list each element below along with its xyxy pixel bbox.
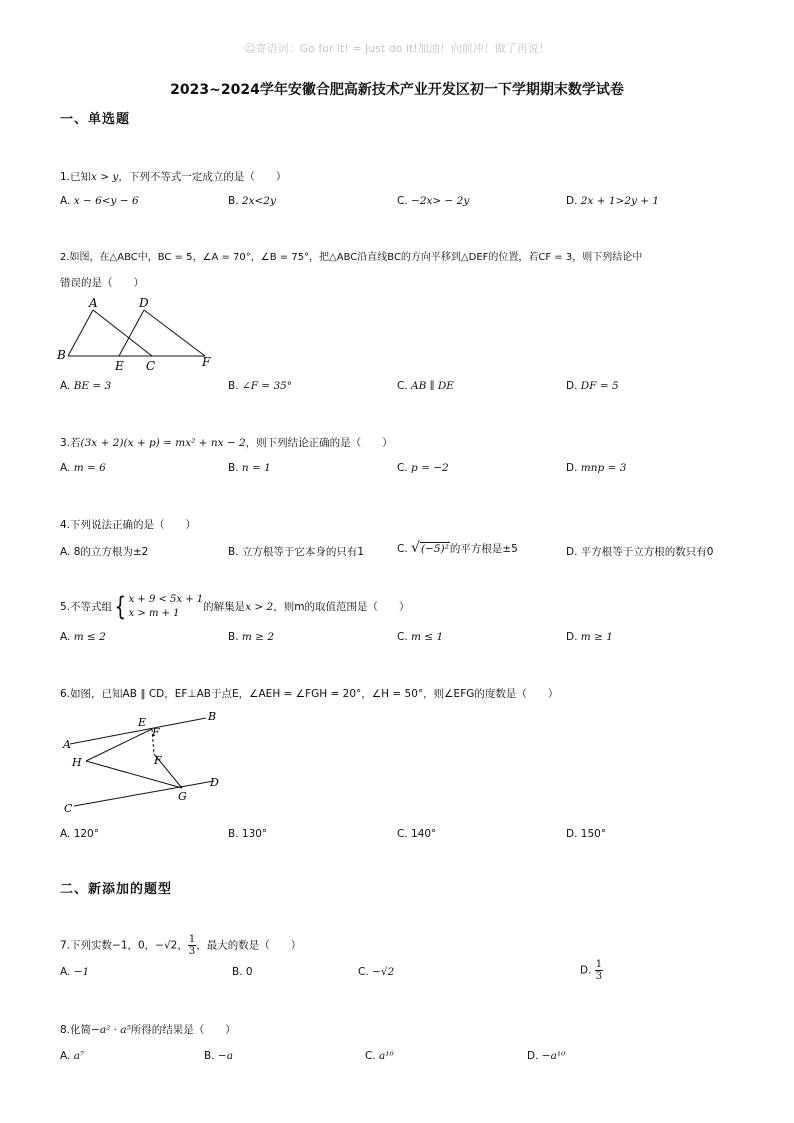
question-5-option-a[interactable] (60, 631, 106, 643)
option-letter: B. (204, 1050, 215, 1062)
question-1-math: x > y (91, 171, 119, 183)
question-3-prompt: 3.若 (60, 437, 81, 449)
section-heading-new-types: 二、新添加的题型 (60, 882, 173, 897)
question-5-prompt-mid: 的解集是 (203, 601, 246, 613)
question-3 (60, 436, 393, 450)
inequality-1: x + 9 < 5x + 1 (128, 594, 204, 605)
line-df (144, 310, 205, 356)
fraction-numerator: 1 (595, 959, 603, 970)
question-5-option-b[interactable] (228, 631, 274, 643)
option-letter: C. (397, 380, 408, 392)
option-text: 130° (241, 828, 268, 840)
label-b: B (57, 348, 66, 362)
question-5 (60, 593, 409, 621)
option-letter: B. (228, 828, 239, 840)
question-2-option-b[interactable] (228, 380, 292, 392)
option-letter: B. (228, 195, 239, 207)
label-a: A (63, 738, 71, 751)
inequality-2: x > m + 1 (128, 608, 180, 619)
option-letter: A. (60, 380, 71, 392)
label-d: D (139, 296, 149, 310)
question-3-option-b[interactable] (228, 462, 271, 474)
question-2-option-a[interactable] (60, 380, 111, 392)
fraction (188, 934, 196, 957)
question-7-option-a[interactable] (60, 966, 89, 978)
option-text: −√2 (372, 966, 395, 978)
option-letter: A. (60, 631, 71, 643)
option-text: 立方根等于它本身的只有1 (241, 546, 365, 558)
question-8-option-b[interactable] (204, 1050, 233, 1062)
parallel-lines-figure (58, 708, 228, 816)
question-8-option-a[interactable] (60, 1050, 84, 1062)
label-f: F (202, 355, 211, 369)
question-2-line-1: 2.如图，在△ABC中，BC = 5，∠A = 70°，∠B = 75°，把△ABC沿直线BC的方向平移到△DEF的位置，若CF = 3，则下列结论中 (60, 252, 643, 263)
option-letter: C. (365, 1050, 376, 1062)
option-text: −2x> − 2y (411, 195, 470, 207)
option-letter: D. (566, 828, 578, 840)
question-6-option-b[interactable] (228, 828, 267, 840)
fraction-denominator: 3 (188, 946, 196, 957)
option-letter: D. (566, 462, 578, 474)
line-he (86, 729, 152, 761)
question-5-option-d[interactable] (566, 631, 613, 643)
option-text: m = 6 (73, 462, 106, 474)
question-8-option-d[interactable] (527, 1050, 565, 1062)
option-letter: A. (60, 195, 71, 207)
system-brace: { (114, 592, 127, 622)
question-3-option-a[interactable] (60, 462, 106, 474)
option-text: DF = 5 (580, 380, 619, 392)
option-text: 8的立方根为±2 (73, 546, 149, 558)
question-1-option-b[interactable] (228, 195, 276, 207)
question-7-prompt-tail: ，最大的数是（ ） (196, 939, 302, 952)
option-letter: C. (397, 631, 408, 643)
question-6-option-d[interactable] (566, 828, 606, 840)
label-e: E (115, 359, 124, 372)
question-8-math: −a² · a⁵ (91, 1024, 131, 1036)
option-text: a¹⁰ (379, 1050, 394, 1062)
option-text: p = −2 (411, 462, 449, 474)
question-4-option-a[interactable] (60, 544, 148, 559)
option-text: −a (217, 1050, 233, 1062)
option-letter: C. (397, 195, 408, 207)
question-8-prompt-tail: 所得的结果是（ ） (130, 1024, 236, 1036)
option-letter: C. (358, 966, 369, 978)
option-letter: A. (60, 828, 71, 840)
option-letter: A. (60, 966, 71, 978)
question-6-option-a[interactable] (60, 828, 99, 840)
option-text: m ≤ 2 (73, 631, 106, 643)
label-a: A (89, 296, 98, 310)
question-5-prompt: 5.不等式组 (60, 601, 113, 613)
line-cd (74, 781, 214, 806)
question-1 (60, 170, 286, 184)
label-d: D (210, 776, 219, 789)
question-8-prompt: 8.化简 (60, 1024, 92, 1036)
question-1-prompt-tail: ，下列不等式一定成立的是（ ） (118, 171, 287, 183)
question-8-option-c[interactable] (365, 1050, 394, 1062)
question-3-math: (3x + 2)(x + p) = mx² + nx − 2 (80, 437, 246, 449)
sqrt-symbol: √ (411, 540, 420, 556)
question-7 (60, 934, 301, 957)
option-text: 0 (245, 966, 253, 978)
option-letter: B. (228, 631, 239, 643)
question-6: 6.如图，已知AB ∥ CD，EF⊥AB于点E，∠AEH = ∠FGH = 20°，∠H = 50°，则∠EFG的度数是（ ） (60, 688, 559, 700)
option-text: x − 6<y − 6 (73, 195, 139, 207)
option-letter: A. (60, 546, 71, 558)
option-letter: D. (566, 380, 578, 392)
question-1-option-d[interactable] (566, 195, 659, 207)
option-letter: D. (527, 1050, 539, 1062)
label-c: C (146, 359, 156, 372)
question-5-math: x > 2 (245, 601, 274, 613)
label-b: B (208, 710, 217, 723)
inequality-system (129, 593, 204, 621)
triangle-translation-figure (55, 296, 220, 372)
option-text: AB ∥ DE (411, 380, 454, 392)
label-f2: F (154, 754, 162, 767)
section-heading-single-choice: 一、单选题 (60, 112, 131, 127)
option-letter: A. (60, 1050, 71, 1062)
question-7-option-d[interactable] (580, 959, 603, 982)
question-5-prompt-tail: ，则m的取值范围是（ ） (273, 601, 410, 613)
option-text: 140° (411, 828, 437, 840)
option-text: m ≥ 2 (241, 631, 275, 643)
option-letter: D. (566, 631, 578, 643)
option-text: −1 (73, 966, 90, 978)
line-ba (68, 310, 93, 356)
option-text: 2x<2y (241, 195, 276, 207)
option-letter: A. (60, 462, 71, 474)
option-letter: C. (397, 828, 408, 840)
label-e: E (138, 716, 147, 729)
fraction (595, 959, 603, 982)
question-3-prompt-tail: ，则下列结论正确的是（ ） (245, 437, 393, 449)
question-1-option-c[interactable] (397, 195, 469, 207)
option-text: m ≤ 1 (411, 631, 444, 643)
option-text: −a¹⁰ (541, 1050, 566, 1062)
option-letter: C. (397, 462, 408, 474)
option-text: 的平方根是±5 (449, 543, 518, 555)
option-letter: B. (228, 380, 239, 392)
option-letter: B. (228, 462, 239, 474)
option-text: 150° (580, 828, 607, 840)
label-f: F (152, 726, 160, 739)
page-title: 2023~2024学年安徽合肥高新技术产业开发区初一下学期期末数学试卷 (170, 82, 624, 98)
question-7-option-c[interactable] (358, 966, 394, 978)
option-text: mnp = 3 (580, 462, 627, 474)
option-text: 2x + 1>2y + 1 (580, 195, 660, 207)
question-4-option-d[interactable] (566, 544, 713, 559)
label-g: G (178, 790, 187, 803)
question-3-option-c[interactable] (397, 462, 449, 474)
label-h: H (72, 756, 82, 769)
option-text: a⁷ (73, 1050, 85, 1062)
option-letter: B. (232, 966, 243, 978)
question-5-option-c[interactable] (397, 631, 443, 643)
question-4-option-c[interactable] (397, 540, 518, 556)
option-letter: D. (566, 546, 578, 558)
option-letter: D. (566, 195, 578, 207)
line-hg (86, 761, 182, 788)
question-4: 4.下列说法正确的是（ ） (60, 519, 197, 531)
question-7-prompt: 7.下列实数−1，0，−√2， (60, 939, 188, 952)
option-letter: D. (580, 964, 592, 977)
label-c: C (64, 802, 73, 815)
question-1-option-a[interactable] (60, 195, 139, 207)
watermark: ☺寄语词：Go for it! = Just do it!加油！向前冲！做了再说！ (244, 42, 550, 55)
option-text: m ≥ 1 (580, 631, 613, 643)
fraction-denominator: 3 (595, 971, 603, 982)
question-2-option-d[interactable] (566, 380, 619, 392)
option-text: 平方根等于立方根的数只有0 (580, 546, 714, 558)
question-4-option-b[interactable] (228, 544, 364, 559)
question-8 (60, 1023, 236, 1037)
question-2-option-c[interactable] (397, 380, 454, 392)
option-text: n = 1 (241, 462, 271, 474)
radicand: (−5)² (420, 543, 449, 555)
option-letter: B. (228, 546, 239, 558)
option-letter: C. (397, 543, 408, 555)
question-3-option-d[interactable] (566, 462, 626, 474)
question-1-prompt: 1.已知 (60, 171, 92, 183)
option-text: ∠F = 35° (241, 380, 293, 392)
question-6-option-c[interactable] (397, 828, 436, 840)
fraction-numerator: 1 (188, 934, 196, 945)
question-2-line-2: 错误的是（ ） (60, 277, 144, 289)
option-text: BE = 3 (73, 380, 112, 392)
question-7-option-b[interactable] (232, 966, 253, 978)
option-text: 120° (73, 828, 99, 840)
